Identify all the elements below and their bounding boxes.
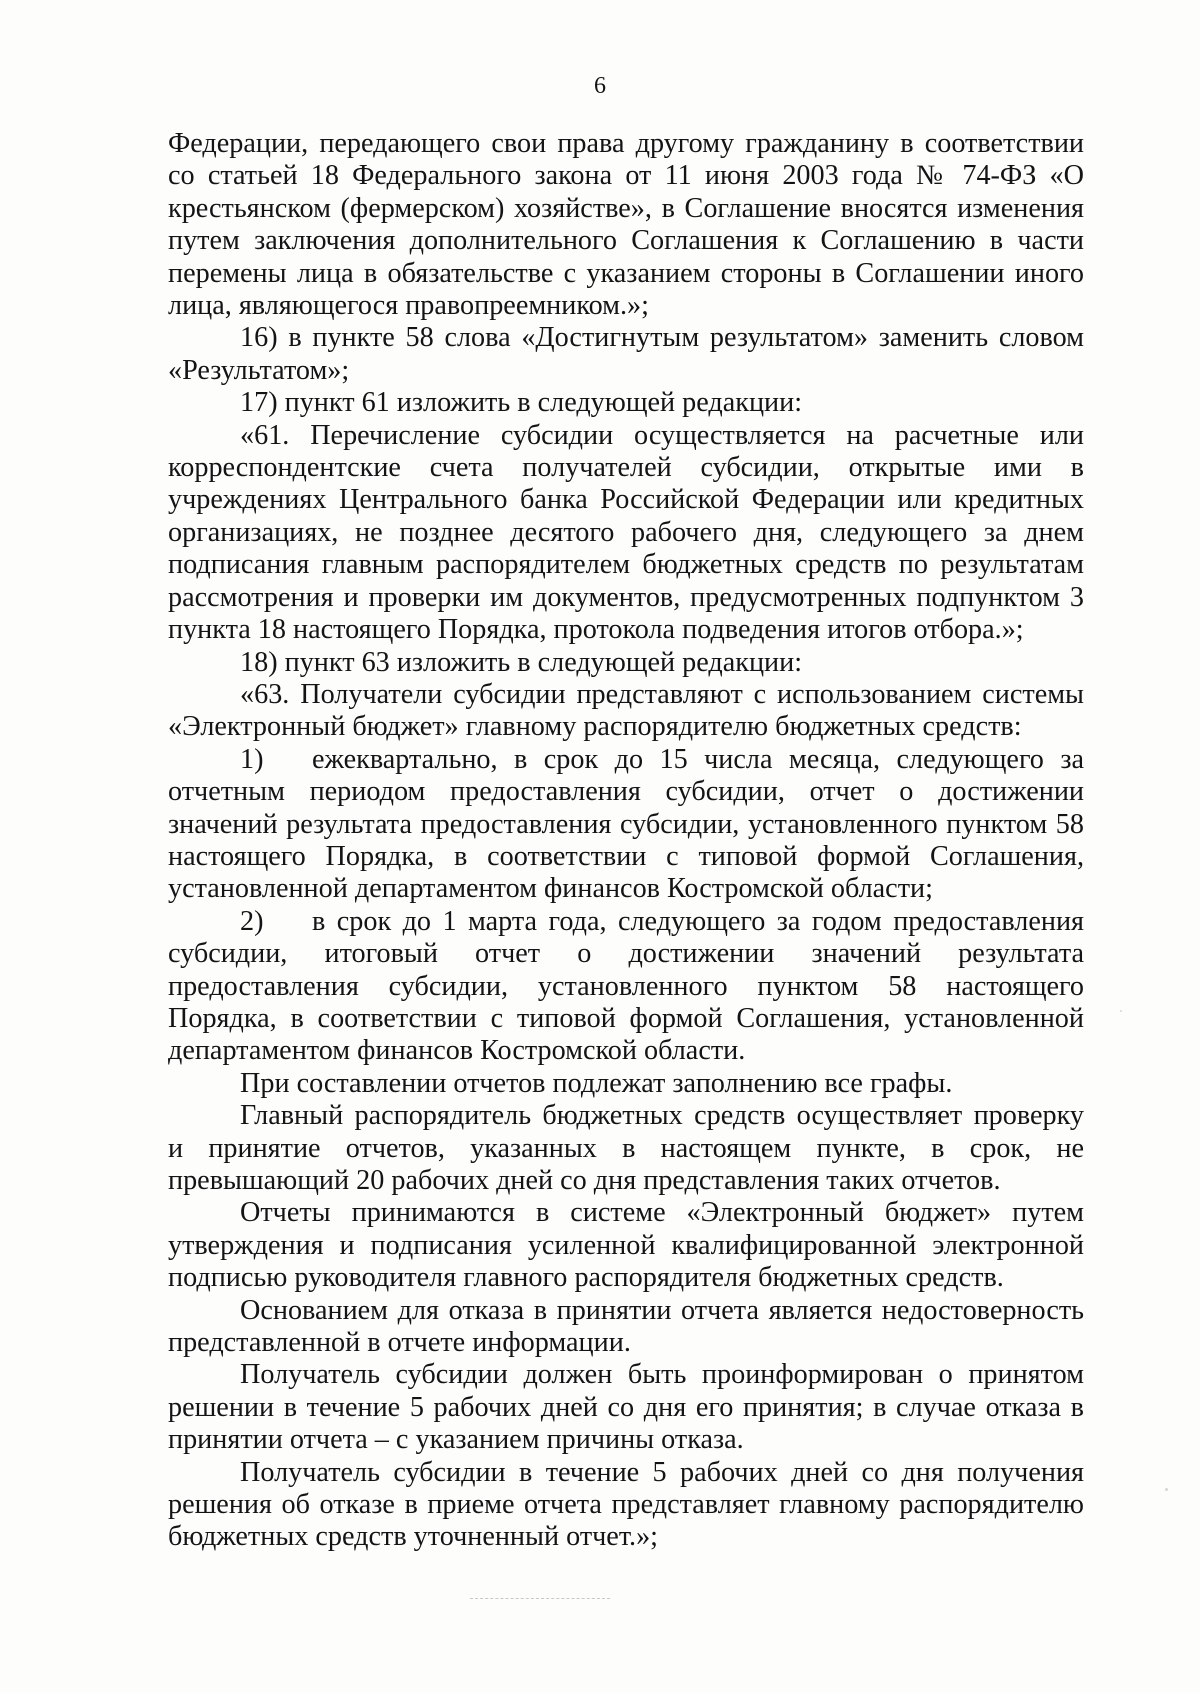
paragraph-reports-fields: При составлении отчетов подлежат заполнению все графы. [240, 1067, 953, 1099]
subitem-label: 2) [240, 905, 264, 937]
paragraph-continuation: Федерации, передающего свои права другому гражданину в соответствии со статьей 18 Федерального закона от 11 июня 2003 года № 74-ФЗ «О крестьянском (фермерском) хозяйстве», в Соглашение вносятся изменения путем заключения дополнительного Соглашения к Соглашению в части перемены лица в обязательстве с указанием стороны в Соглашении иного лица, являющегося правопреемником.»; [168, 128, 1084, 322]
paragraph-notification: Получатель субсидии должен быть проинформирован о принятом решении в течение 5 рабочих дней со дня его принятия; в случае отказа в принятии отчета – с указанием причины отказа. [168, 1359, 1084, 1456]
paragraph-item-17: 17) пункт 61 изложить в следующей редакции: [240, 387, 803, 419]
paragraph-clause-63: «63. Получатели субсидии представляют с использованием системы «Электронный бюджет» главному распорядителю бюджетных средств: [168, 678, 1084, 743]
paragraph-corrected-report: Получатель субсидии в течение 5 рабочих дней со дня получения решения об отказе в приеме отчета представляет главному распорядителю бюджетных средств уточненный отчет.»; [168, 1456, 1084, 1553]
document-body [168, 128, 1084, 1554]
paragraph-clause-61: «61. Перечисление субсидии осуществляется на расчетные или корреспондентские счета получателей субсидии, открытые ими в учреждениях Центрального банка Российской Федерации или кредитных организациях, не позднее десятого рабочего дня, следующего за днем подписания главным распорядителем бюджетных средств по результатам рассмотрения и проверки им документов, предусмотренных подпунктом 3 пункта 18 настоящего Порядка, протокола подведения итогов отбора.»; [168, 419, 1084, 646]
paragraph-subitem-1 [168, 744, 1084, 906]
scan-speck [1120, 1010, 1122, 1012]
scan-speck [1165, 1488, 1168, 1491]
scan-artifact-line [470, 1598, 610, 1599]
paragraph-item-18: 18) пункт 63 изложить в следующей редакции: [240, 646, 803, 678]
paragraph-refusal-grounds: Основанием для отказа в принятии отчета является недостоверность представленной в отчете информации. [168, 1294, 1084, 1359]
subitem-label: 1) [240, 743, 264, 775]
paragraph-item-16: 16) в пункте 58 слова «Достигнутым результатом» заменить словом «Результатом»; [168, 322, 1084, 386]
paragraph-subitem-2 [168, 906, 1084, 1068]
paragraph-acceptance-system: Отчеты принимаются в системе «Электронный бюджет» путем утверждения и подписания усиленной квалифицированной электронной подписью руководителя главного распорядителя бюджетных средств. [168, 1197, 1084, 1294]
subitem-text: ежеквартально, в срок до 15 числа месяца, следующего за отчетным периодом предоставления субсидии, отчет о достижении значений результата предоставления субсидии, установленного пунктом 58 настоящего Порядка, в соответствии с типовой формой Соглашения, установленной департаментом финансов Костромской области; [168, 743, 1084, 905]
paragraph-review-term: Главный распорядитель бюджетных средств осуществляет проверку и принятие отчетов, указанных в настоящем пункте, в срок, не превышающий 20 рабочих дней со дня представления таких отчетов. [168, 1100, 1084, 1196]
page-number: 6 [594, 73, 606, 99]
subitem-text: в срок до 1 марта года, следующего за годом предоставления субсидии, итоговый отчет о достижении значений результата предоставления субсидии, установленного пунктом 58 настоящего Порядка, в соответствии с типовой формой Соглашения, установленной департаментом финансов Костромской области. [168, 905, 1084, 1067]
